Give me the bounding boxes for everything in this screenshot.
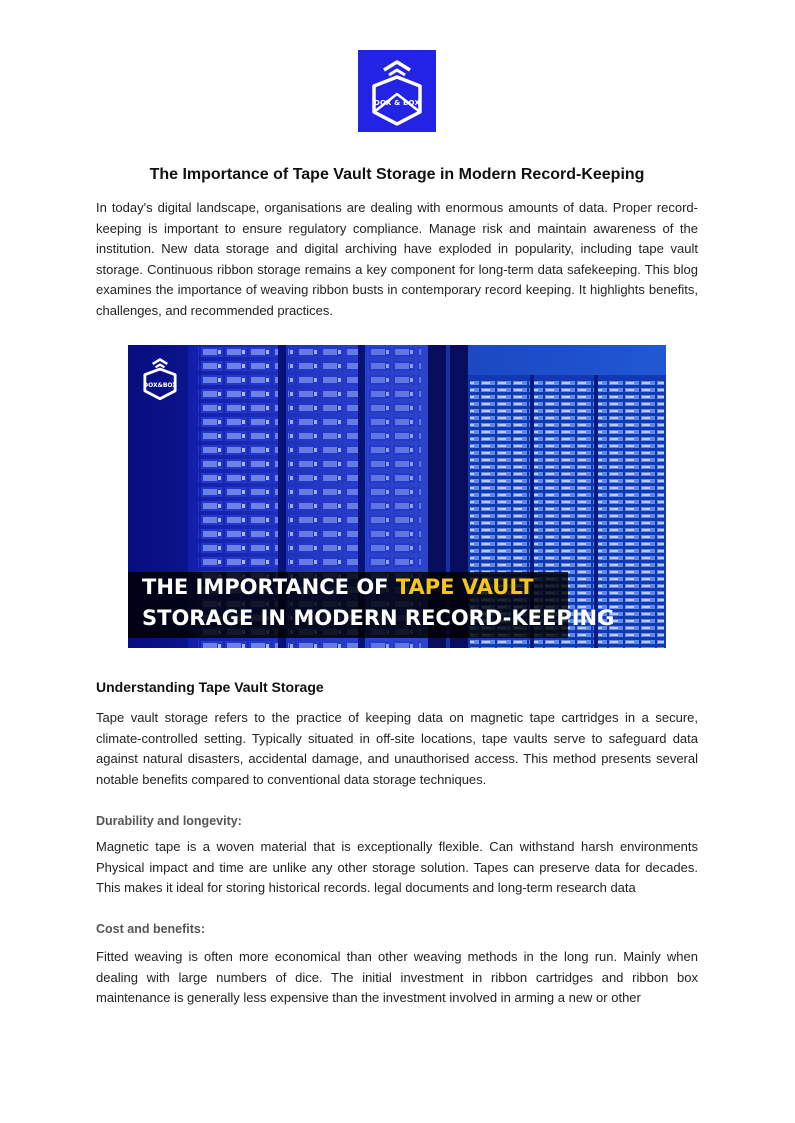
hero-logo-text: DOX&BOX [143,382,177,389]
durability-paragraph: Magnetic tape is a woven material that is exceptionally flexible. Can withstand harsh environments Physical impact and time are unlike any other storage solution. Tapes can preserve data for decades. This makes it ideal for storing historical records. legal documents and long-term research data [96,839,698,896]
banner-line-1-prefix: THE IMPORTANCE OF [142,575,396,599]
page-title: The Importance of Tape Vault Storage in Modern Record-Keeping [149,166,645,183]
hero-logo-icon [138,355,182,401]
cost-paragraph: Fitted weaving is often more economical than other weaving methods in the long run. Mainly when dealing with large numbers of dice. The initial investment in ribbon cartridges and ribbon box maintenance is generally less expensive than the investment involved in arming a new or other [96,949,698,1006]
section-heading: Understanding Tape Vault Storage [96,679,324,695]
box-logo-icon [358,50,436,132]
logo-text: DOX & BOX [373,99,421,107]
durability-heading: Durability and longevity: [96,814,242,828]
cost-heading: Cost and benefits: [96,922,206,936]
intro-paragraph: In today's digital landscape, organisations are dealing with enormous amounts of data. Proper record-keeping is important to ensure regulatory compliance. Manage risk and maintain awareness of the institution. New data storage and digital archiving have exploded in popularity, including tape vault storage. Continuous ribbon storage remains a key component for long-term data safekeeping. This blog examines the importance of weaving ribbon busts in contemporary record keeping. It highlights benefits, challenges, and recommended practices. [96,200,698,318]
banner-line-1-highlight: TAPE VAULT [395,575,534,599]
banner-line-1 [142,575,534,599]
section-paragraph: Tape vault storage refers to the practice of keeping data on magnetic tape cartridges in a secure, climate-controlled setting. Typically situated in off-site locations, tape vaults serve to safeguard data against natural disasters, accidental damage, and unauthorised access. This method presents several notable benefits compared to conventional data storage techniques. [96,710,698,787]
banner-line-2: STORAGE IN MODERN RECORD-KEEPING [142,606,615,630]
hero-image [128,345,666,648]
company-logo [358,50,436,132]
